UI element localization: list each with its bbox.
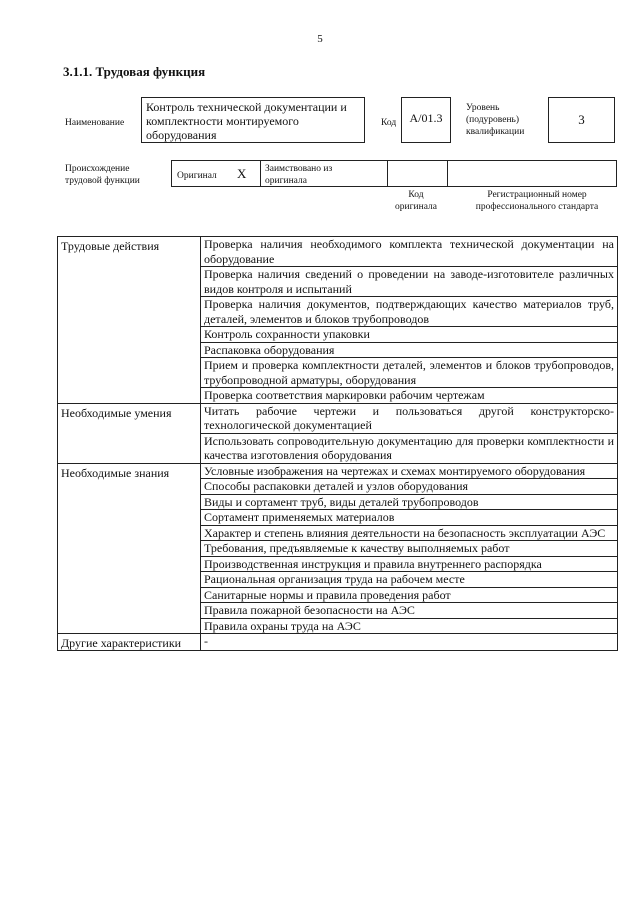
table-row [58,403,618,433]
code-original-label: Код оригинала [395,190,437,212]
level-value: 3 [578,112,585,127]
reg-number-label: Регистрационный номер профессионального стандарта [475,190,599,212]
item-cell: Прием и проверка комплектности деталей, элементов и блоков трубопроводов, трубопроводной арматуры, оборудования [201,358,618,388]
category-cell: Необходимые умения [58,403,201,463]
item-cell: Проверка наличия сведений о проведении на заводе-изготовителе различных видов контроля и испытаний [201,267,618,297]
labor-function-table [57,236,618,651]
name-label: Наименование [65,118,125,128]
item-cell: Читать рабочие чертежи и пользоваться другой конструкторско-технологической документацией [201,403,618,433]
page-number: 5 [317,33,323,45]
item-cell: Виды и сортамент труб, виды деталей трубопроводов [201,494,618,510]
item-cell: Санитарные нормы и правила проведения работ [201,587,618,603]
item-cell: Сортамент применяемых материалов [201,510,618,526]
category-cell: Необходимые знания [58,463,201,634]
table-row [58,634,618,651]
item-cell: Проверка наличия документов, подтверждающих качество материалов труб, деталей, элементов и блоков трубопроводов [201,297,618,327]
code-label: Код [381,118,397,128]
level-value-box [548,97,615,143]
item-cell: Правила пожарной безопасности на АЭС [201,603,618,619]
name-value-box [141,97,365,143]
code-value-box [401,97,451,143]
borrowed-label: Заимствовано из оригинала [265,164,333,186]
item-cell: Рациональная организация труда на рабочем месте [201,572,618,588]
category-cell: Трудовые действия [58,237,201,404]
item-cell: Проверка наличия необходимого комплекта технической документации на оборудование [201,237,618,267]
item-cell: Способы распаковки деталей и узлов оборудования [201,479,618,495]
original-mark: X [237,166,247,181]
origin-label: Происхождение трудовой функции [65,164,140,186]
item-cell: - [201,634,618,651]
section-title: 3.1.1. Трудовая функция [63,64,206,79]
item-cell: Использовать сопроводительную документацию для проверки комплектности и качества изготовления оборудования [201,433,618,463]
item-cell: Условные изображения на чертежах и схемах монтируемого оборудования [201,463,618,479]
item-cell: Производственная инструкция и правила внутреннего распорядка [201,556,618,572]
item-cell: Проверка соответствия маркировки рабочим чертежам [201,388,618,404]
name-value: Контроль технической документации и комплектности монтируемого оборудования [146,100,347,142]
table-row [58,237,618,267]
table-row [58,463,618,479]
item-cell: Требования, предъявляемые к качеству выполняемых работ [201,541,618,557]
item-cell: Контроль сохранности упаковки [201,327,618,343]
item-cell: Правила охраны труда на АЭС [201,618,618,634]
item-cell: Распаковка оборудования [201,342,618,358]
item-cell: Характер и степень влияния деятельности на безопасность эксплуатации АЭС [201,525,618,541]
level-label: Уровень (подуровень) квалификации [466,103,525,137]
category-cell: Другие характеристики [58,634,201,651]
code-value: А/01.3 [409,111,443,125]
original-label: Оригинал [177,171,217,181]
